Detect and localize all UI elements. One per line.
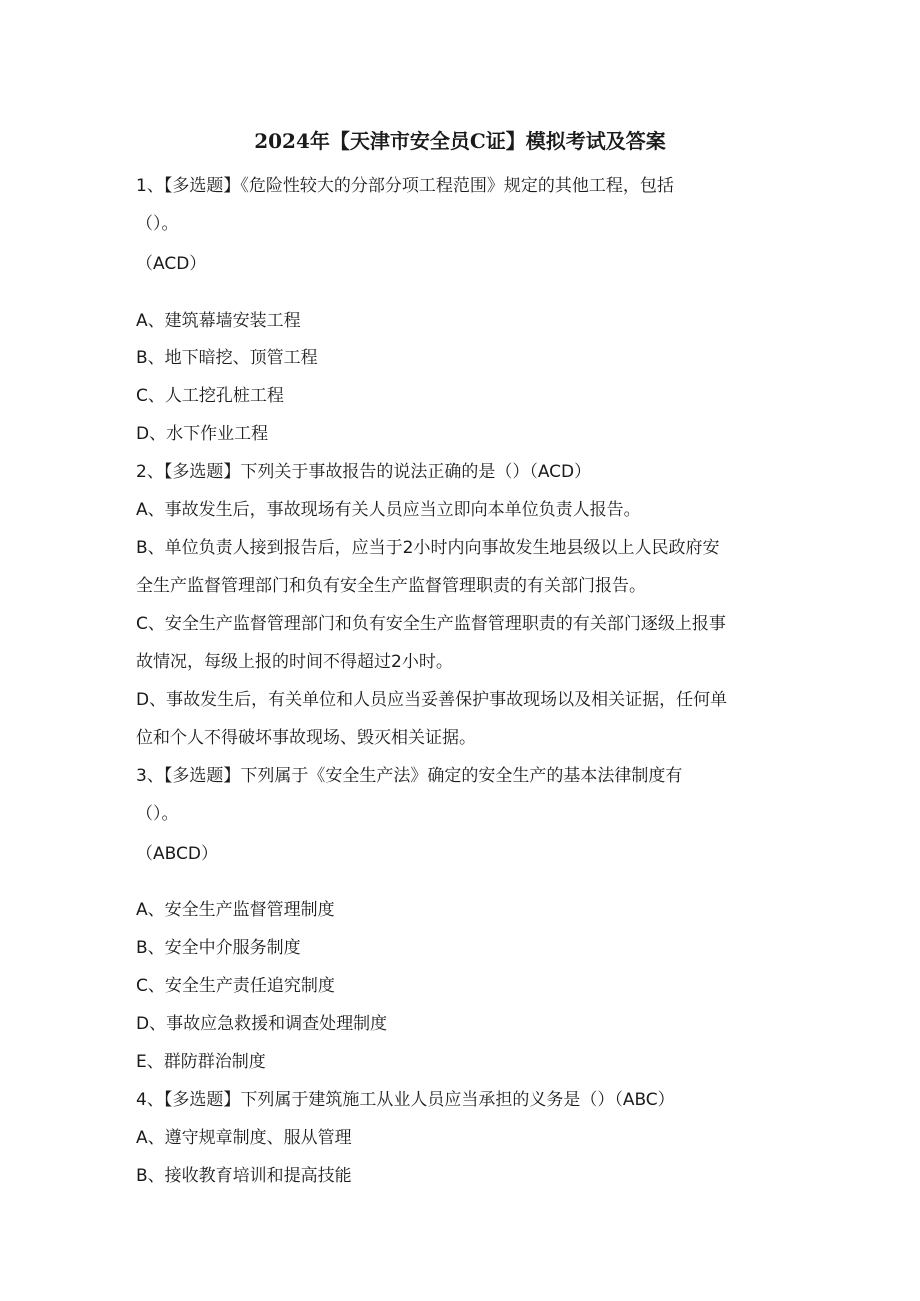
document-title: 2024年【天津市安全员C证】模拟考试及答案 <box>254 129 666 153</box>
question-1-stem-line2: （）。 <box>136 214 179 234</box>
question-3-option-b: B、安全中介服务制度 <box>136 938 301 958</box>
question-4-option-b: B、接收教育培训和提高技能 <box>136 1166 352 1186</box>
question-2-option-c-line2: 故情况，每级上报的时间不得超过2小时。 <box>136 652 453 672</box>
question-1-option-a: A、建筑幕墙安装工程 <box>136 311 301 331</box>
question-3-answer: （ABCD） <box>136 844 218 864</box>
question-2-option-b-line1: B、单位负责人接到报告后，应当于2小时内向事故发生地县级以上人民政府安 <box>136 538 720 558</box>
question-3-stem-line1: 3、【多选题】下列属于《安全生产法》确定的安全生产的基本法律制度有 <box>136 766 683 786</box>
question-1-option-d: D、水下作业工程 <box>136 424 269 444</box>
question-1-answer: （ACD） <box>136 254 207 274</box>
question-2-stem: 2、【多选题】下列关于事故报告的说法正确的是（）（ACD） <box>136 462 592 482</box>
question-3-option-c: C、安全生产责任追究制度 <box>136 976 335 996</box>
question-4-stem: 4、【多选题】下列属于建筑施工从业人员应当承担的义务是（）（ABC） <box>136 1090 675 1110</box>
question-2-option-c-line1: C、安全生产监督管理部门和负有安全生产监督管理职责的有关部门逐级上报事 <box>136 614 726 634</box>
question-2-option-a: A、事故发生后，事故现场有关人员应当立即向本单位负责人报告。 <box>136 500 641 520</box>
question-2-option-d-line1: D、事故发生后，有关单位和人员应当妥善保护事故现场以及相关证据，任何单 <box>136 690 728 710</box>
question-1-stem-line1: 1、【多选题】《危险性较大的分部分项工程范围》规定的其他工程，包括 <box>136 176 674 196</box>
question-4-option-a: A、遵守规章制度、服从管理 <box>136 1128 352 1148</box>
question-2-option-d-line2: 位和个人不得破坏事故现场、毁灭相关证据。 <box>136 728 476 748</box>
question-3-option-d: D、事故应急救援和调查处理制度 <box>136 1014 388 1034</box>
question-3-option-e: E、群防群治制度 <box>136 1052 266 1072</box>
question-3-option-a: A、安全生产监督管理制度 <box>136 900 335 920</box>
question-2-option-b-line2: 全生产监督管理部门和负有安全生产监督管理职责的有关部门报告。 <box>136 576 646 596</box>
question-3-stem-line2: （）。 <box>136 804 179 824</box>
question-1-option-c: C、人工挖孔桩工程 <box>136 386 284 406</box>
question-1-option-b: B、地下暗挖、顶管工程 <box>136 348 318 368</box>
